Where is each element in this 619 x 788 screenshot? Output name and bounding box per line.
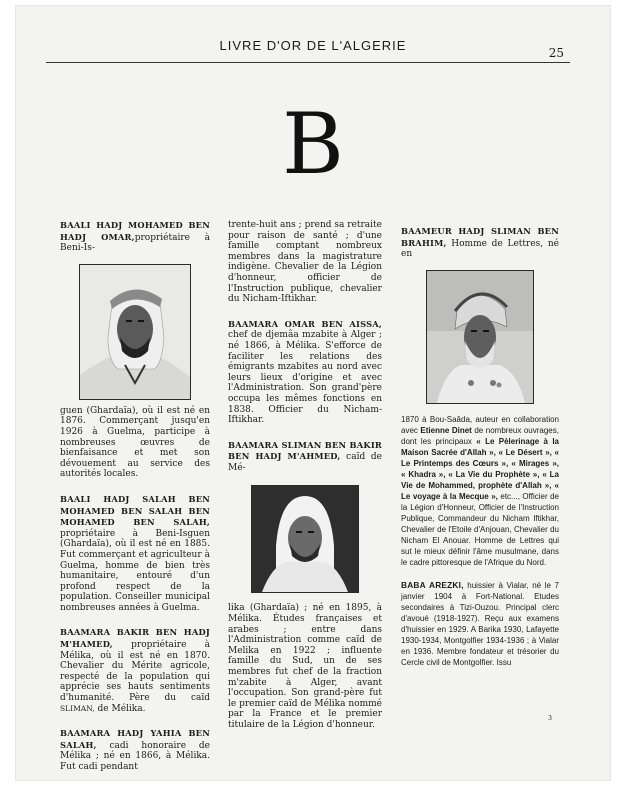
section-letter: B <box>282 95 344 193</box>
entry-name: BAALI HADJ MOHAMED BEN HADJ OMAR, <box>60 220 210 242</box>
entry-text-continued <box>401 414 559 568</box>
entry-text-continued: guen (Ghardaïa), où il est né en 1876. Commerçant jusqu'en 1926 à Guelma, participe à nombreuses œuvres de bienfaisance et met son dévouement au service des autorités locales. <box>60 405 210 480</box>
book-page <box>16 6 610 780</box>
entry-name: BAAMEUR HADJ SLIMAN BEN BRAHIM, <box>401 226 559 248</box>
entry-text: cadi honoraire de Mélika ; né en 1866, à Mélika. Fut cadi pendant <box>60 740 210 772</box>
portrait-photo <box>79 264 191 400</box>
entry-text: huissier à Vialar, né le 7 janvier 1904 à Fort-National. Etudes secondaires à Tizi-Ouzou. Principal clerc d'avoué (1918-1927). Reçu aux examens d'huissier en 1929. A Barika 1930, Lafayette 1930-1934, Montgolfier 1934-1936 ; à Vialar en 1936. Membre fondateur et trésorier du Cercle civil de Montgolfier. Issu <box>401 580 560 667</box>
entry-name: BABA AREZKI, <box>401 579 464 590</box>
entry-text: chef de djemâa mzabite à Alger ; né 1866, à Mélika. S'efforce de faciliter les relations des émigrants mzabites au nord avec leurs lieux d'origine et avec l'Administration. Son grand'père occupa les mêmes fonctions en 1838. Officier du Nicham-Iftikhar. <box>228 330 382 426</box>
entry-baali-hadj-mohamed <box>60 220 210 254</box>
entry-smallcaps: SLIMAN, <box>60 703 95 713</box>
column-3 <box>401 226 559 668</box>
column-1 <box>60 220 210 773</box>
entry-text: propriétaire à Beni-Is- <box>60 232 211 254</box>
entry-baamara-bakir <box>60 627 210 714</box>
entry-name: BAAMARA HADJ YAHIA BEN SALAH, <box>60 728 210 750</box>
portrait-photo <box>426 270 534 404</box>
entry-text-end: de Mélika. <box>97 703 146 714</box>
collaborator-name: Etienne Dinet <box>420 425 472 435</box>
signature-mark: 3 <box>548 715 552 722</box>
running-header: LIVRE D'OR DE L'ALGERIE <box>219 38 407 53</box>
entry-name: BAAMARA OMAR BEN AISSA, <box>228 318 382 329</box>
portrait-baali-image <box>80 265 190 399</box>
column-2 <box>228 220 382 731</box>
entry-text: de nombreux ouvrages, dont les principaux <box>401 425 559 446</box>
entry-name: BAAMARA BAKIR BEN HADJ M'HAMED, <box>60 627 210 650</box>
entry-baali-hadj-salah <box>60 494 210 614</box>
header-rule <box>46 62 570 63</box>
entry-baamara-sliman <box>228 440 382 474</box>
entry-baamara-omar <box>228 319 382 426</box>
entry-text-continued: trente-huit ans ; prend sa retraite pour raison de santé ; d'une famille comptant nombreux membres dans la magistrature indigène. Chevalier de la Légion d'honneur, officier de l'Instruction publique, chevalier du Nicham-Iftikhar. <box>228 220 382 305</box>
portrait-baameur-image <box>427 271 533 403</box>
entry-text: propriétaire à Beni-Isguen (Ghardaïa), où il est né en 1885. Fut commerçant et agriculteur à Guelma, homme de bien très humanitaire, entouré d'un profond respect de la population. Conseiller municipal nombreuses années à Guelma. <box>60 528 210 613</box>
entry-baameur-hadj-sliman <box>401 226 559 260</box>
entry-name: BAAMARA SLIMAN BEN BAKIR BEN HADJ M'AHMED, <box>228 439 382 462</box>
entry-text: Homme de Lettres, né en <box>401 238 559 260</box>
works-list: « Le Pèlerinage à la Maison Sacrée d'Allah », « Le Désert », « Le Printemps des Cœurs », « Mirages », « Khadra », « La Vie du Prophète », « La Vie de Mohammed, prophète d'Allah », « Le voyage à la Mecque », <box>401 436 559 501</box>
entry-text: caïd de Mé- <box>228 452 382 473</box>
entry-text: propriétaire à Mélika, où il est né en 1870. Chevalier du Mérite agricole, respecté de la population qui apprécie ses hauts sentiments d'humanité. Père du caïd <box>60 640 210 704</box>
entry-text: etc..., Officier de la Légion d'Honneur, Officier de l'Instruction Publique, Commandeur du Nicham Iftikhar, Chevalier de l'Etoile d'Anjouan, Chevalier du Nicham El Anouar. Homme de Lettres qui sut le mieux définir l'âme musulmane, dans le cadre pittoresque de l'Afrique du Nord. <box>401 491 559 567</box>
entry-text: 1870 à Bou-Saâda, auteur en collaboration avec <box>401 414 559 435</box>
entry-text-continued: lika (Ghardaïa) ; né en 1895, à Mélika. Études françaises et arabes ; entre dans l'Administration comme caïd de Melika en 1922 ; influente famille du Sud, un de ses membres fut chef de la fraction m'zabite à Alger, avant l'occupation. Son grand-père fut le premier caïd de Mélika nommé par la France et le premier titulaire de la Légion d'honneur. <box>228 603 382 730</box>
portrait-photo <box>251 485 359 593</box>
page-number: 25 <box>548 46 564 60</box>
portrait-baamara-image <box>252 486 358 592</box>
entry-name: BAALI HADJ SALAH BEN MOHAMED BEN SALAH BEN MOHAMED BEN SALAH, <box>60 493 210 528</box>
entry-baamara-hadj-yahia <box>60 728 210 772</box>
entry-baba-arezki <box>401 580 559 668</box>
